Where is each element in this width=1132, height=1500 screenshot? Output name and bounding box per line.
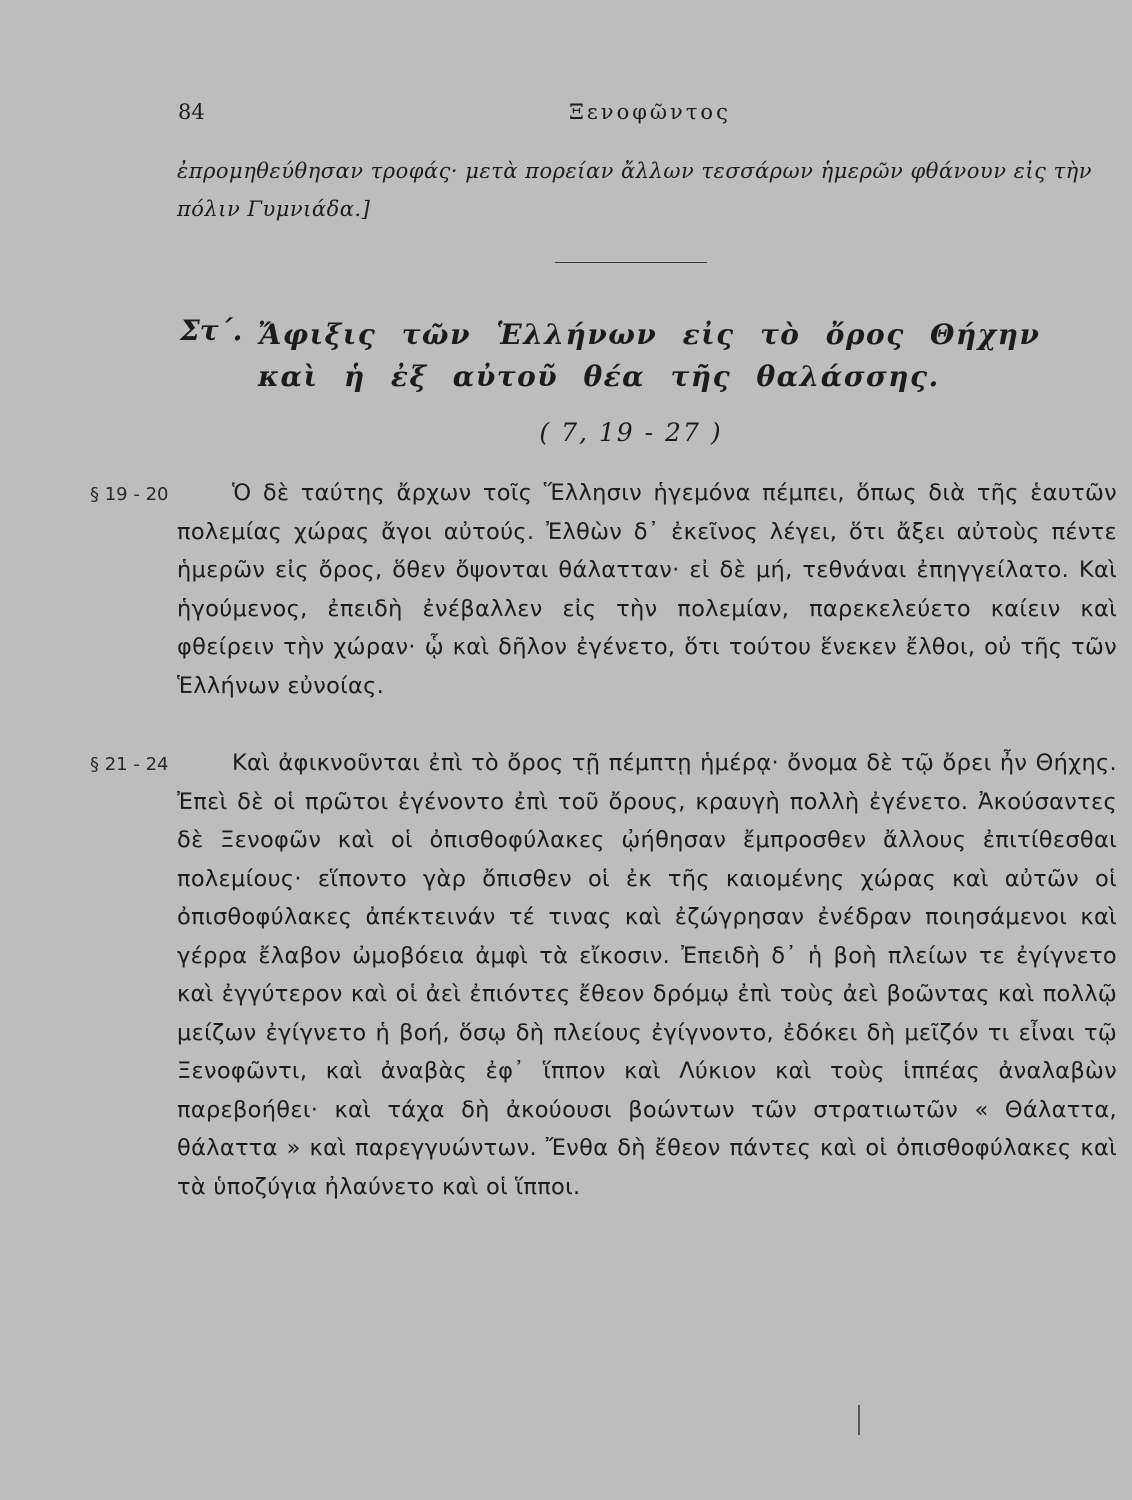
margin-reference: § 19 - 20 <box>90 484 169 505</box>
section-divider <box>555 262 707 263</box>
pencil-mark <box>858 1405 860 1435</box>
section-title: Ἄφιξις τῶν Ἑλλήνων εἰς τὸ ὄρος Θήχην καὶ ἡ ἐξ αὐτοῦ θέα τῆς θαλάσσης. <box>258 318 1041 393</box>
intro-note: ἐπρομηθεύθησαν τροφάς· μετὰ πορείαν ἄλλων τεσσάρων ἡμερῶν φθάνουν εἰς τὴν πόλιν Γυμνιάδα.] <box>177 159 1093 221</box>
running-title: Ξενοφῶντος <box>569 100 731 124</box>
page-number: 84 <box>178 100 205 124</box>
body-paragraph: Ὁ δὲ ταύτης ἄρχων τοῖς Ἕλλησιν ἡγεμόνα πέμπει, ὅπως διὰ τῆς ἑαυτῶν πολεμίας χώρας ἄγοι αὐτούς. Ἐλθὼν δ᾽ ἐκεῖνος λέγει, ὅτι ἄξει αὐτοὺς πέντε ἡμερῶν εἰς ὄρος, ὅθεν ὄψονται θάλατταν· εἰ δὲ μή, τεθνάναι ἐπηγγείλατο. Καὶ ἡγούμενος, ἐπειδὴ ἐνέβαλλεν εἰς τὴν πολεμίαν, παρεκελεύετο καίειν καὶ φθείρειν τὴν χώραν· ᾧ καὶ δῆλον ἐγένετο, ὅτι τούτου ἕνεκεν ἔλθοι, οὐ τῆς τῶν Ἑλλήνων εὐνοίας. <box>177 480 1117 699</box>
page-header <box>0 100 1132 134</box>
body-paragraph: Καὶ ἀφικνοῦνται ἐπὶ τὸ ὄρος τῇ πέμπτῃ ἡμέρᾳ· ὄνομα δὲ τῷ ὄρει ἦν Θήχης. Ἐπεὶ δὲ οἱ πρῶτοι ἐγένοντο ἐπὶ τοῦ ὄρους, κραυγὴ πολλὴ ἐγένετο. Ἀκούσαντες δὲ Ξενοφῶν καὶ οἱ ὀπισθοφύλακες ᾠήθησαν ἔμπροσθεν ἄλλους ἐπιτίθεσθαι πολεμίους· εἵποντο γὰρ ὄπισθεν οἱ ἐκ τῆς καιομένης χώρας καὶ αὐτῶν οἱ ὀπισθοφύλακες ἀπέκτεινάν τέ τινας καὶ ἐζώγρησαν ἐνέδραν ποιησάμενοι καὶ γέρρα ἔλαβον ὠμοβόεια ἀμφὶ τὰ εἴκοσιν. Ἐπειδὴ δ᾽ ἡ βοὴ πλείων τε ἐγίγνετο καὶ ἐγγύτερον καὶ οἱ ἀεὶ ἐπιόντες ἔθεον δρόμῳ ἐπὶ τοὺς ἀεὶ βοῶντας καὶ πολλῷ μείζων ἐγίγνετο ἡ βοή, ὅσῳ δὴ πλείους ἐγίγνοντο, ἐδόκει δὴ μεῖζόν τι εἶναι τῷ Ξενοφῶντι, καὶ ἀναβὰς ἐφ᾽ ἵππον καὶ Λύκιον καὶ τοὺς ἱππέας ἀναλαβὼν παρεβοήθει· καὶ τάχα δὴ ἀκούουσι βοώντων τῶν στρατιωτῶν « Θάλαττα, θάλαττα » καὶ παρεγγυώντων. Ἔνθα δὴ ἔθεον πάντες καὶ οἱ ὀπισθοφύλακες καὶ τὰ ὑποζύγια ἠλαύνετο καὶ οἱ ἵπποι. <box>177 750 1117 1200</box>
section-range: ( 7, 19 - 27 ) <box>539 418 723 447</box>
section-number: Στ΄. <box>180 314 243 347</box>
margin-reference: § 21 - 24 <box>90 754 169 775</box>
